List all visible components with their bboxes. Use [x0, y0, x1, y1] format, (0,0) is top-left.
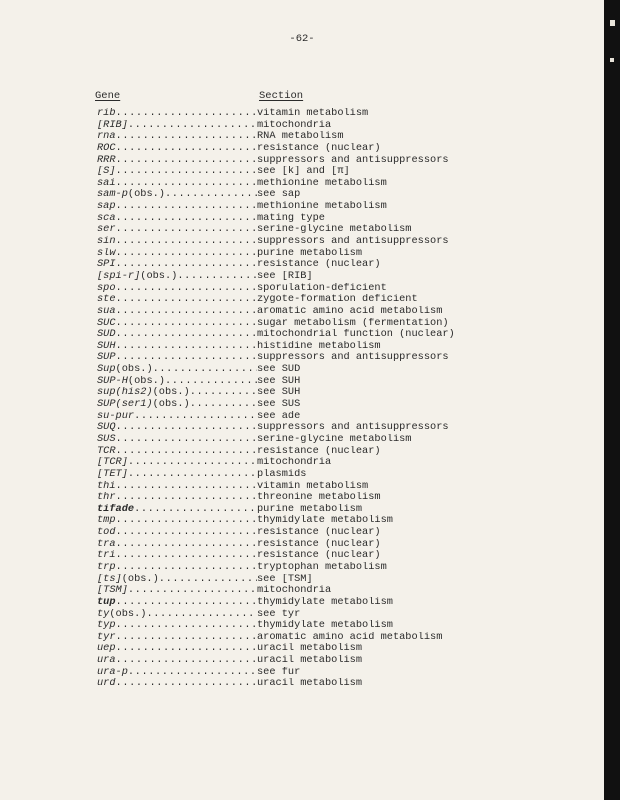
table-row — [97, 678, 557, 690]
section-text: resistance (nuclear) — [257, 538, 381, 550]
dot-leader — [190, 399, 257, 411]
table-row — [97, 504, 557, 516]
gene-cell — [97, 504, 257, 516]
gene-symbol: trp — [97, 561, 116, 573]
gene-cell — [97, 224, 257, 236]
dot-leader — [116, 166, 257, 178]
dot-leader — [116, 678, 257, 690]
section-text: resistance (nuclear) — [257, 445, 381, 457]
gene-note: (obs.) — [109, 608, 147, 620]
gene-symbol: TCR — [97, 445, 116, 457]
table-row — [97, 329, 557, 341]
gene-note: (obs.) — [127, 189, 165, 201]
gene-symbol: sap — [97, 201, 116, 213]
gene-symbol: tod — [97, 527, 116, 539]
section-text: suppressors and antisuppressors — [257, 422, 449, 434]
gene-symbol: [TET] — [97, 468, 128, 480]
section-text: methionine metabolism — [257, 177, 387, 189]
gene-symbol: [S] — [97, 166, 116, 178]
section-text: mitochondria — [257, 585, 332, 597]
gene-cell — [97, 294, 257, 306]
gene-symbol: SUH — [97, 340, 116, 352]
gene-symbol: ste — [97, 294, 116, 306]
gene-cell — [97, 539, 257, 551]
section-text: resistance (nuclear) — [257, 142, 381, 154]
dot-leader — [128, 457, 257, 469]
gene-symbol: ura — [97, 655, 116, 667]
scan-mark — [610, 20, 615, 26]
dot-leader — [116, 178, 257, 190]
gene-symbol: [spi-r] — [97, 270, 141, 282]
dot-leader — [116, 539, 257, 551]
gene-cell — [97, 446, 257, 458]
table-row — [97, 411, 557, 423]
table-row — [97, 131, 557, 143]
gene-cell — [97, 632, 257, 644]
table-row — [97, 178, 557, 190]
table-row — [97, 224, 557, 236]
section-text: see SUD — [257, 364, 301, 376]
dot-leader — [165, 189, 257, 201]
gene-index-list — [97, 108, 557, 690]
table-row — [97, 352, 557, 364]
gene-symbol: sin — [97, 236, 116, 248]
gene-symbol: tup — [97, 596, 116, 608]
gene-symbol: [ts] — [97, 573, 122, 585]
gene-symbol: [RIB] — [97, 119, 128, 131]
gene-note: (obs.) — [115, 364, 153, 376]
gene-cell — [97, 492, 257, 504]
gene-symbol: SUC — [97, 317, 116, 329]
gene-symbol: tmp — [97, 515, 116, 527]
section-text: thymidylate metabolism — [257, 596, 393, 608]
table-row — [97, 585, 557, 597]
gene-cell — [97, 457, 257, 469]
section-text: mitochondria — [257, 457, 332, 469]
gene-cell — [97, 189, 257, 201]
dot-leader — [116, 224, 257, 236]
gene-cell — [97, 306, 257, 318]
gene-cell — [97, 655, 257, 667]
table-row — [97, 539, 557, 551]
gene-symbol: sca — [97, 212, 116, 224]
section-text: thymidylate metabolism — [257, 515, 393, 527]
gene-cell — [97, 620, 257, 632]
dot-leader — [116, 655, 257, 667]
table-row — [97, 387, 557, 399]
table-row — [97, 550, 557, 562]
gene-cell — [97, 411, 257, 423]
dot-leader — [116, 434, 257, 446]
dot-leader — [128, 120, 257, 132]
table-row — [97, 189, 557, 201]
gene-cell — [97, 597, 257, 609]
table-row — [97, 108, 557, 120]
dot-leader — [128, 585, 257, 597]
table-row — [97, 457, 557, 469]
section-text: see SUS — [257, 399, 301, 411]
gene-symbol: SUS — [97, 433, 116, 445]
section-text: zygote-formation deficient — [257, 294, 418, 306]
gene-cell — [97, 481, 257, 493]
section-text: uracil metabolism — [257, 678, 363, 690]
table-row — [97, 248, 557, 260]
section-text: vitamin metabolism — [257, 480, 369, 492]
gene-symbol: sai — [97, 177, 116, 189]
table-row — [97, 515, 557, 527]
dot-leader — [116, 515, 257, 527]
table-row — [97, 620, 557, 632]
dot-leader — [128, 667, 257, 679]
section-text: uracil metabolism — [257, 655, 363, 667]
gene-cell — [97, 341, 257, 353]
gene-symbol: SPI — [97, 259, 116, 271]
section-text: RNA metabolism — [257, 131, 344, 143]
gene-symbol: SUD — [97, 329, 116, 341]
gene-cell — [97, 469, 257, 481]
table-row — [97, 236, 557, 248]
dot-leader — [116, 620, 257, 632]
section-text: see SUH — [257, 387, 301, 399]
scan-edge — [604, 0, 620, 800]
dot-leader — [116, 422, 257, 434]
gene-note: (obs.) — [121, 573, 159, 585]
gene-cell — [97, 609, 257, 621]
dot-leader — [116, 294, 257, 306]
section-text: vitamin metabolism — [257, 108, 369, 119]
section-text: sporulation-deficient — [257, 282, 387, 294]
section-text: sugar metabolism (fermentation) — [257, 317, 449, 329]
table-row — [97, 294, 557, 306]
gene-cell — [97, 283, 257, 295]
dot-leader — [116, 306, 257, 318]
gene-symbol: tyr — [97, 631, 116, 643]
gene-cell — [97, 259, 257, 271]
section-text: see [RIB] — [257, 270, 313, 282]
table-row — [97, 643, 557, 655]
gene-cell — [97, 201, 257, 213]
gene-symbol: ura-p — [97, 666, 128, 678]
section-text: purine metabolism — [257, 247, 363, 259]
section-text: aromatic amino acid metabolism — [257, 631, 443, 643]
section-text: mitochondria — [257, 119, 332, 131]
gene-note: (obs.) — [127, 375, 165, 387]
section-text: uracil metabolism — [257, 643, 363, 655]
dot-leader — [116, 597, 257, 609]
section-text: mitochondrial function (nuclear) — [257, 329, 455, 341]
table-row — [97, 376, 557, 388]
section-text: purine metabolism — [257, 503, 363, 515]
gene-cell — [97, 271, 257, 283]
gene-symbol: tra — [97, 538, 116, 550]
table-row — [97, 201, 557, 213]
gene-cell — [97, 515, 257, 527]
table-row — [97, 166, 557, 178]
table-row — [97, 434, 557, 446]
dot-leader — [116, 155, 257, 167]
gene-cell — [97, 108, 257, 120]
section-text: resistance (nuclear) — [257, 259, 381, 271]
section-text: serine-glycine metabolism — [257, 433, 412, 445]
gene-symbol: Sup — [97, 364, 116, 376]
gene-cell — [97, 550, 257, 562]
gene-symbol: tifade — [97, 503, 135, 515]
dot-leader — [116, 108, 257, 120]
gene-note: (obs.) — [152, 399, 190, 411]
gene-symbol: sup(his2) — [97, 387, 153, 399]
gene-symbol: sua — [97, 305, 116, 317]
dot-leader — [177, 271, 257, 283]
gene-symbol: ty — [97, 608, 110, 620]
gene-symbol: SUP-H — [97, 375, 128, 387]
table-row — [97, 469, 557, 481]
dot-leader — [190, 387, 257, 399]
dot-leader — [146, 609, 257, 621]
gene-symbol: SUP(ser1) — [97, 399, 153, 411]
page-number: -62- — [289, 33, 315, 45]
gene-column-header: Gene — [95, 90, 121, 102]
dot-leader — [165, 376, 257, 388]
table-row — [97, 259, 557, 271]
section-text: see tyr — [257, 608, 301, 620]
table-row — [97, 527, 557, 539]
section-text: see ade — [257, 410, 301, 422]
gene-note: (obs.) — [140, 270, 178, 282]
table-row — [97, 306, 557, 318]
gene-symbol: rna — [97, 131, 116, 143]
dot-leader — [116, 236, 257, 248]
gene-symbol: ROC — [97, 142, 116, 154]
gene-cell — [97, 585, 257, 597]
gene-cell — [97, 387, 257, 399]
gene-symbol: typ — [97, 620, 116, 632]
table-row — [97, 574, 557, 586]
section-text: plasmids — [257, 468, 307, 480]
gene-cell — [97, 364, 257, 376]
gene-cell — [97, 574, 257, 586]
scan-mark — [610, 58, 614, 62]
dot-leader — [116, 527, 257, 539]
section-text: mating type — [257, 212, 325, 224]
section-text: serine-glycine metabolism — [257, 224, 412, 236]
dot-leader — [116, 318, 257, 330]
gene-cell — [97, 248, 257, 260]
gene-symbol: uep — [97, 643, 116, 655]
gene-cell — [97, 527, 257, 539]
dot-leader — [134, 411, 257, 423]
section-text: resistance (nuclear) — [257, 527, 381, 539]
table-row — [97, 609, 557, 621]
section-text: see fur — [257, 666, 301, 678]
dot-leader — [116, 632, 257, 644]
section-column-header: Section — [259, 90, 304, 102]
gene-symbol: [TCR] — [97, 457, 128, 469]
gene-cell — [97, 399, 257, 411]
section-text: tryptophan metabolism — [257, 561, 387, 573]
section-text: see sap — [257, 189, 301, 201]
section-text: threonine metabolism — [257, 492, 381, 504]
section-text: thymidylate metabolism — [257, 620, 393, 632]
gene-symbol: spo — [97, 282, 116, 294]
gene-symbol: tri — [97, 550, 116, 562]
table-row — [97, 655, 557, 667]
table-row — [97, 364, 557, 376]
gene-symbol: rib — [97, 108, 116, 119]
table-row — [97, 667, 557, 679]
table-row — [97, 492, 557, 504]
gene-symbol: thr — [97, 492, 116, 504]
dot-leader — [116, 446, 257, 458]
dot-leader — [128, 469, 257, 481]
section-text: see [k] and [π] — [257, 166, 350, 178]
dot-leader — [116, 259, 257, 271]
table-row — [97, 155, 557, 167]
gene-cell — [97, 178, 257, 190]
dot-leader — [116, 143, 257, 155]
gene-cell — [97, 143, 257, 155]
dot-leader — [116, 352, 257, 364]
table-row — [97, 213, 557, 225]
gene-symbol: ser — [97, 224, 116, 236]
dot-leader — [116, 283, 257, 295]
table-row — [97, 271, 557, 283]
table-row — [97, 341, 557, 353]
gene-cell — [97, 562, 257, 574]
gene-symbol: SUP — [97, 352, 116, 364]
gene-cell — [97, 422, 257, 434]
table-row — [97, 422, 557, 434]
dot-leader — [116, 213, 257, 225]
gene-cell — [97, 120, 257, 132]
dot-leader — [159, 574, 257, 586]
section-text: suppressors and antisuppressors — [257, 352, 449, 364]
table-row — [97, 632, 557, 644]
table-row — [97, 143, 557, 155]
gene-cell — [97, 318, 257, 330]
table-row — [97, 120, 557, 132]
dot-leader — [116, 643, 257, 655]
gene-cell — [97, 643, 257, 655]
gene-cell — [97, 236, 257, 248]
dot-leader — [116, 562, 257, 574]
gene-cell — [97, 155, 257, 167]
dot-leader — [116, 201, 257, 213]
gene-cell — [97, 667, 257, 679]
gene-symbol: su-pur — [97, 410, 135, 422]
table-row — [97, 283, 557, 295]
dot-leader — [116, 492, 257, 504]
section-text: aromatic amino acid metabolism — [257, 305, 443, 317]
section-text: see SUH — [257, 375, 301, 387]
gene-symbol: SUQ — [97, 422, 116, 434]
dot-leader — [116, 341, 257, 353]
table-row — [97, 446, 557, 458]
gene-symbol: urd — [97, 678, 116, 690]
gene-cell — [97, 213, 257, 225]
gene-symbol: [TSM] — [97, 585, 128, 597]
section-text: suppressors and antisuppressors — [257, 154, 449, 166]
gene-cell — [97, 352, 257, 364]
section-text: resistance (nuclear) — [257, 550, 381, 562]
dot-leader — [116, 248, 257, 260]
gene-symbol: slw — [97, 247, 116, 259]
section-text: suppressors and antisuppressors — [257, 236, 449, 248]
gene-symbol: sam-p — [97, 189, 128, 201]
gene-cell — [97, 329, 257, 341]
gene-symbol: thi — [97, 480, 116, 492]
gene-cell — [97, 434, 257, 446]
section-text: methionine metabolism — [257, 201, 387, 213]
table-row — [97, 318, 557, 330]
gene-cell — [97, 166, 257, 178]
table-row — [97, 481, 557, 493]
table-row — [97, 597, 557, 609]
dot-leader — [116, 131, 257, 143]
dot-leader — [116, 481, 257, 493]
gene-symbol: RRR — [97, 154, 116, 166]
gene-note: (obs.) — [152, 387, 190, 399]
table-row — [97, 399, 557, 411]
dot-leader — [153, 364, 257, 376]
gene-cell — [97, 131, 257, 143]
dot-leader — [116, 329, 257, 341]
gene-cell — [97, 376, 257, 388]
dot-leader — [134, 504, 257, 516]
section-text: see [TSM] — [257, 573, 313, 585]
dot-leader — [116, 550, 257, 562]
gene-cell — [97, 678, 257, 690]
table-row — [97, 562, 557, 574]
section-text: histidine metabolism — [257, 340, 381, 352]
